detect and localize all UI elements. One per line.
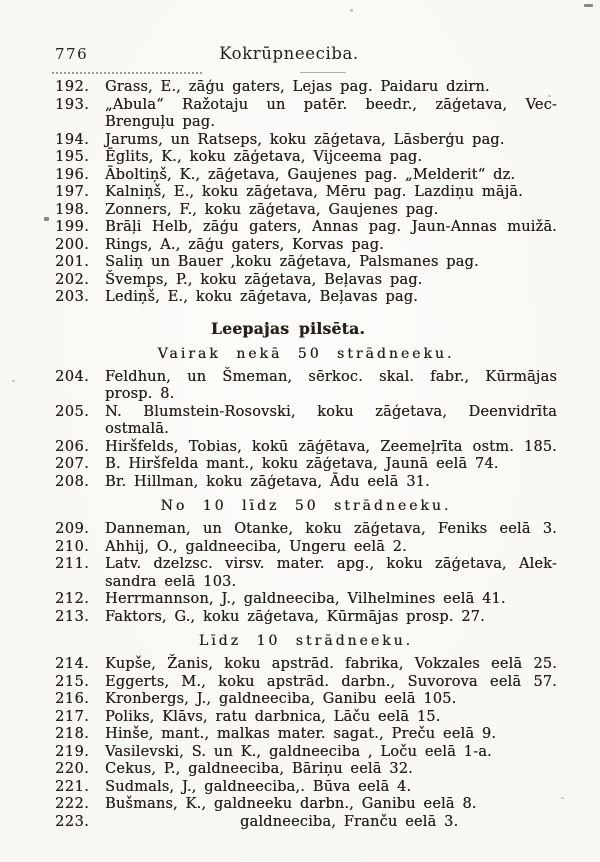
entry-lines xyxy=(105,814,557,832)
scan-speck xyxy=(561,797,564,799)
list-item xyxy=(55,556,557,591)
entry-text: Zonners, F., koku zāģetava, Gaujenes pag. xyxy=(105,201,439,218)
entry-text: Ēglits, K., koku zāģetava, Vijceema pag. xyxy=(105,149,423,165)
list-item xyxy=(55,219,557,237)
entry-number: 203. xyxy=(55,289,90,305)
list-item xyxy=(55,609,557,627)
section-subheading: Vairak nekā 50 strādneeku. xyxy=(157,345,455,362)
entry-text: Brāļi Helb, zāģu gaters, Annas pag. Jaun-Annas muižā. xyxy=(105,219,557,235)
entry-text: Eggerts, M., koku apstrād. darbn., Suvorova eelā 57. xyxy=(105,673,557,690)
scan-speck xyxy=(584,4,593,7)
list-item xyxy=(55,709,557,727)
list-item xyxy=(55,726,557,744)
list-item xyxy=(55,539,557,557)
list-item xyxy=(55,591,557,609)
entry-lines xyxy=(105,674,557,692)
entry-lines xyxy=(105,539,557,557)
entry-lines xyxy=(105,167,557,185)
entry-lines xyxy=(105,272,557,290)
entry-number: 200. xyxy=(55,236,90,253)
list-item xyxy=(55,796,557,814)
entry-group xyxy=(55,521,557,626)
entry-lines xyxy=(105,691,557,709)
list-item xyxy=(55,167,557,185)
page-title: Kokrūpneeciba. xyxy=(219,44,359,63)
directory-list xyxy=(55,79,557,831)
entry-text: Cekus, P., galdneeciba, Bāriņu eelā 32. xyxy=(105,761,413,777)
entry-text: Hinše, mant., malkas mater. sagat., Preču eelā 9. xyxy=(105,726,497,742)
list-item xyxy=(55,272,557,290)
entry-lines xyxy=(105,237,557,255)
entry-lines xyxy=(105,609,557,627)
entry-lines xyxy=(105,254,557,272)
entry-number: 216. xyxy=(55,691,90,707)
section-subheading: No 10 līdz 50 strādneeku. xyxy=(160,498,452,514)
entry-lines xyxy=(105,521,557,539)
entry-text: ostmalā. xyxy=(105,421,169,437)
list-item xyxy=(55,237,557,255)
entry-lines xyxy=(105,97,557,132)
list-item xyxy=(55,744,557,762)
entry-number: 196. xyxy=(55,166,90,183)
page-header xyxy=(55,44,557,65)
entry-lines xyxy=(105,289,557,307)
entry-number: 207. xyxy=(55,456,90,472)
list-item xyxy=(55,289,557,307)
entry-number: 215. xyxy=(55,673,90,690)
entry-lines xyxy=(105,439,557,457)
entry-lines xyxy=(105,591,557,609)
list-item xyxy=(55,691,557,709)
entry-number: 206. xyxy=(55,438,90,455)
entry-number: 205. xyxy=(55,403,90,420)
list-item xyxy=(55,474,557,492)
entry-text: Br. Hillman, koku zāģetava, Ādu eelā 31. xyxy=(105,473,430,490)
entry-number: 223. xyxy=(55,813,90,830)
entry-lines xyxy=(105,656,557,674)
list-item xyxy=(55,97,557,132)
entry-text: Rings, A., zāģu gaters, Korvas pag. xyxy=(105,236,384,253)
entry-text: Sudmals, J., galdneeciba,. Būva eelā 4. xyxy=(105,778,412,795)
entry-text: Herrmannson, J., galdneeciba, Vilhelmines eelā 41. xyxy=(105,591,506,607)
entry-lines xyxy=(105,79,557,97)
entry-text: Brenguļu pag. xyxy=(105,114,216,130)
entry-lines xyxy=(105,709,557,727)
entry-text: Bušmans, K., galdneeku darbn., Ganibu eelā 8. xyxy=(105,796,477,812)
entry-text: Āboltiņš, K., zāģetava, Gaujenes pag. „Melderit“ dz. xyxy=(105,166,516,183)
entry-number: 195. xyxy=(55,149,90,165)
entry-text: Kalniņš, E., koku zāģetava, Mēru pag. Lazdiņu mājā. xyxy=(105,184,523,200)
page-number: 776 xyxy=(55,45,89,63)
entry-lines xyxy=(105,404,557,439)
entry-text: Kronbergs, J., galdneeciba, Ganibu eelā 105. xyxy=(105,691,457,707)
entry-lines xyxy=(105,369,557,404)
entry-lines xyxy=(105,726,557,744)
entry-text: Ahhij, O., galdneeciba, Ungeru eelā 2. xyxy=(105,538,407,555)
page-content xyxy=(55,44,557,831)
entry-text: B. Hiršfelda mant., koku zāģetava, Jaunā eelā 74. xyxy=(105,456,499,472)
entry-text: Grass, E., zāģu gaters, Lejas pag. Paidaru dzirn. xyxy=(105,79,490,95)
entry-number: 197. xyxy=(55,184,90,200)
scan-speck xyxy=(350,9,353,12)
entry-text: Feldhun, un Šmeman, sērkoc. skal. fabr., Kūrmājas xyxy=(105,368,557,385)
entry-number: 201. xyxy=(55,254,90,270)
entry-number: 194. xyxy=(55,131,90,148)
entry-number: 199. xyxy=(55,219,90,235)
entry-number: 193. xyxy=(55,96,90,113)
entry-text: Jarums, un Ratseps, koku zāģetava, Lāsberģu pag. xyxy=(105,131,505,148)
entry-lines xyxy=(105,202,557,220)
list-item xyxy=(55,456,557,474)
section-subheading: Līdz 10 strādneeku. xyxy=(198,633,414,649)
entry-number: 213. xyxy=(55,608,90,625)
list-item xyxy=(55,369,557,404)
entry-number: 211. xyxy=(55,556,90,572)
list-item xyxy=(55,761,557,779)
entry-text: Lediņš, E., koku zāģetava, Beļavas pag. xyxy=(105,289,418,305)
entry-text: Švemps, P., koku zāģetava, Beļavas pag. xyxy=(105,271,423,288)
entry-number: 220. xyxy=(55,761,90,777)
entry-lines xyxy=(105,149,557,167)
entry-number: 204. xyxy=(55,368,90,385)
entry-number: 192. xyxy=(55,79,90,95)
list-item xyxy=(55,254,557,272)
entry-text: galdneeciba, Franču eelā 3. xyxy=(240,813,459,830)
list-item xyxy=(55,656,557,674)
entry-group xyxy=(55,656,557,831)
entry-group xyxy=(55,369,557,492)
entry-number: 210. xyxy=(55,538,90,555)
list-item xyxy=(55,202,557,220)
entry-number: 217. xyxy=(55,708,90,725)
entry-number: 214. xyxy=(55,656,90,672)
entry-number: 218. xyxy=(55,726,90,742)
entry-text: Saliņ un Bauer ,koku zāģetava, Palsmanes pag. xyxy=(105,254,479,270)
entry-lines xyxy=(105,744,557,762)
list-item xyxy=(55,521,557,539)
entry-lines xyxy=(105,219,557,237)
list-item xyxy=(55,184,557,202)
entry-number: 222. xyxy=(55,796,90,812)
entry-text: Latv. dzelzsc. virsv. mater. apg., koku zāģetava, Alek- xyxy=(105,556,557,572)
entry-number: 208. xyxy=(55,473,90,490)
list-item xyxy=(55,132,557,150)
entry-text: Poliks, Klāvs, ratu darbnica, Lāču eelā 15. xyxy=(105,708,441,725)
entry-number: 212. xyxy=(55,591,90,607)
entry-number: 221. xyxy=(55,778,90,795)
entry-text: prosp. 8. xyxy=(105,386,175,402)
list-item xyxy=(55,404,557,439)
entry-number: 202. xyxy=(55,271,90,288)
entry-text: Vasilevski, S. un K., galdneeciba , Loču eelā 1-a. xyxy=(105,743,492,760)
list-item xyxy=(55,674,557,692)
entry-text: Kupše, Žanis, koku apstrād. fabrika, Vokzales eelā 25. xyxy=(105,656,557,672)
entry-number: 209. xyxy=(55,521,90,537)
entry-group xyxy=(55,79,557,307)
entry-text: N. Blumstein-Rosovski, koku zāģetava, Deenvidrīta xyxy=(105,403,557,420)
entry-lines xyxy=(105,556,557,591)
list-item xyxy=(55,79,557,97)
list-item xyxy=(55,779,557,797)
entry-text: Danneman, un Otanke, koku zāģetava, Feniks eelā 3. xyxy=(105,521,557,537)
entry-lines xyxy=(105,761,557,779)
entry-lines xyxy=(105,456,557,474)
entry-lines xyxy=(105,184,557,202)
entry-lines xyxy=(105,474,557,492)
entry-text: sandra eelā 103. xyxy=(105,573,237,590)
scan-speck xyxy=(44,217,49,221)
entry-text: „Abula“ Ražotaju un patēr. beedr., zāģetava, Vec- xyxy=(105,96,557,113)
entry-lines xyxy=(105,132,557,150)
entry-number: 219. xyxy=(55,743,90,760)
list-item xyxy=(55,814,557,832)
entry-number: 198. xyxy=(55,201,90,218)
scan-speck xyxy=(12,380,15,382)
list-item xyxy=(55,149,557,167)
entry-lines xyxy=(105,796,557,814)
list-item xyxy=(55,439,557,457)
entry-text: Hiršfelds, Tobias, kokū zāģētava, Zeemeļrīta ostm. 185. xyxy=(105,438,557,455)
entry-lines xyxy=(105,779,557,797)
entry-text: Faktors, G., koku zāģetava, Kūrmājas prosp. 27. xyxy=(105,608,485,625)
section-heading: Leepajas pilsēta. xyxy=(210,318,366,338)
